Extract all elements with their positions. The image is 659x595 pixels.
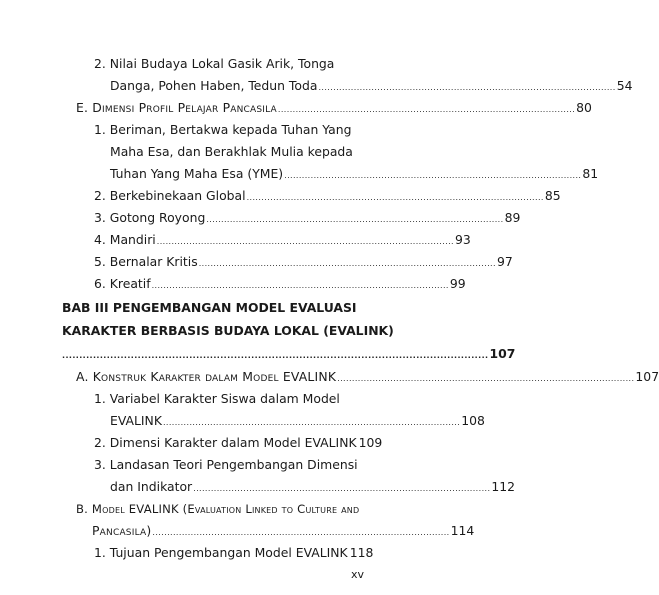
toc-entry-text: Pancasila) (92, 523, 152, 538)
toc-entry-text: dan Indikator (110, 479, 193, 494)
leader-dots: ..................................................................................................... (206, 215, 504, 224)
toc-page-number: 80 (576, 100, 592, 115)
toc-entry-text: 2. Dimensi Karakter dalam Model EVALINK (94, 435, 357, 450)
toc-page-number: 54 (616, 78, 633, 93)
leader-dots: ..................................................................................................... (156, 237, 454, 246)
toc-entry-text: E. Dimensi Profil Pelajar Pancasila (76, 100, 277, 115)
toc-page-number: 108 (461, 413, 485, 428)
leader-dots: ..................................................................................................... (198, 259, 496, 268)
toc-entry[interactable] (76, 100, 592, 118)
leader-dots: ..................................................................................................... (246, 193, 544, 202)
toc-entry-text: B. Model EVALINK (Evaluation Linked to Culture and (76, 502, 360, 516)
toc-entry-text: EVALINK (110, 413, 162, 428)
toc-entry-text: 1. Tujuan Pengembangan Model EVALINK (94, 545, 348, 560)
toc-entry-text: 3. Gotong Royong (94, 210, 206, 225)
toc-entry[interactable] (62, 346, 516, 364)
toc-entry-text: Maha Esa, dan Berakhlak Mulia kepada (110, 144, 353, 159)
toc-entry-text: 6. Kreatif (94, 276, 151, 291)
toc-entry-text: 2. Berkebinekaan Global (94, 188, 246, 203)
leader-dots: ..................................................................................................... (277, 105, 576, 114)
leader-dots: ..................................................................................................... (337, 374, 635, 383)
toc-entry[interactable] (110, 166, 599, 184)
toc-entry[interactable] (94, 545, 374, 563)
toc-page-number: 81 (582, 166, 599, 181)
leader-dots: ..................................................................................................... (151, 281, 449, 290)
toc-entry[interactable] (94, 254, 513, 272)
toc-entry-text: 3. Landasan Teori Pengembangan Dimensi (94, 457, 358, 472)
toc-page-number: 107 (635, 369, 659, 384)
toc-entry[interactable] (110, 479, 516, 497)
toc-entry[interactable] (94, 210, 521, 228)
toc-entry-text: Tuhan Yang Maha Esa (YME) (110, 166, 284, 181)
toc-page-number: 112 (491, 479, 516, 494)
chapter-title: BAB III PENGEMBANGAN MODEL EVALUASI (62, 300, 357, 315)
toc-entry-text: 5. Bernalar Kritis (94, 254, 198, 269)
toc-page-number: 85 (544, 188, 561, 203)
toc-page-number: 99 (449, 276, 466, 291)
leader-dots: ............................................................................................................................ (62, 351, 489, 360)
toc-entry-text: 1. Variabel Karakter Siswa dalam Model (94, 391, 340, 406)
leader-dots: ..................................................................................................... (284, 171, 582, 180)
toc-page-number: 89 (504, 210, 521, 225)
toc-entry-text: Danga, Pohen Haben, Tedun Toda (110, 78, 318, 93)
toc-entry-text: 2. Nilai Budaya Lokal Gasik Arik, Tonga (94, 56, 335, 71)
toc-entry[interactable] (94, 232, 471, 250)
toc-entry[interactable] (76, 369, 659, 387)
leader-dots: ..................................................................................................... (152, 528, 450, 537)
chapter-title: KARAKTER BERBASIS BUDAYA LOKAL (EVALINK) (62, 323, 394, 338)
toc-entry-text: 1. Beriman, Bertakwa kepada Tuhan Yang (94, 122, 352, 137)
toc-page-number: 97 (496, 254, 513, 269)
toc-entry[interactable] (110, 413, 485, 431)
toc-entry[interactable] (94, 435, 383, 453)
toc-page-number: 109 (358, 435, 383, 450)
toc-page-number: 114 (450, 523, 475, 538)
toc-page-number: 93 (455, 232, 471, 247)
toc-entry-text: A. Konstruk Karakter dalam Model EVALINK (76, 369, 337, 384)
page-number: xv (350, 568, 364, 581)
leader-dots: ..................................................................................................... (162, 418, 461, 427)
toc-page-number: 118 (349, 545, 374, 560)
toc-entry[interactable] (94, 276, 466, 294)
toc-entry[interactable] (110, 78, 633, 96)
toc-entry[interactable] (92, 523, 475, 541)
toc-entry[interactable] (94, 188, 561, 206)
toc-entry-text: 4. Mandiri (94, 232, 156, 247)
leader-dots: ..................................................................................................... (193, 484, 491, 493)
leader-dots: ..................................................................................................... (318, 83, 616, 92)
toc-page-number: 107 (489, 346, 516, 361)
